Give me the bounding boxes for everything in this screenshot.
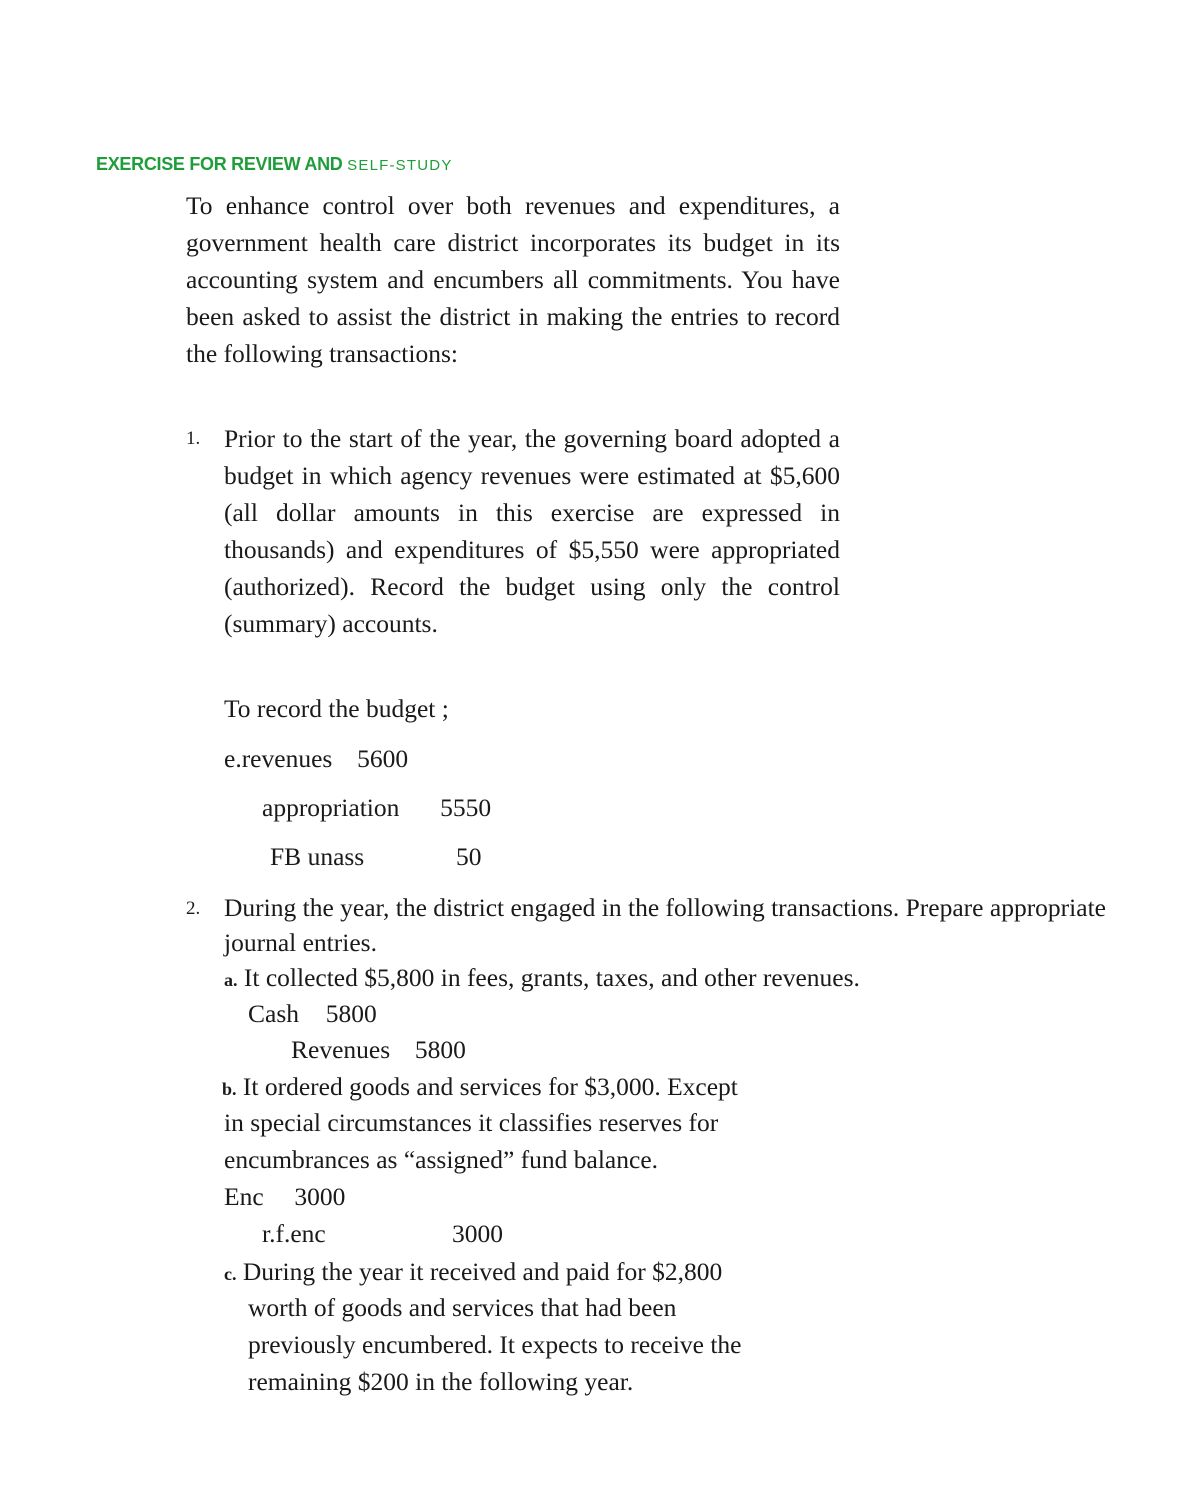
entry-amount: 3000 xyxy=(452,1219,503,1248)
journal-entry-row xyxy=(262,1219,326,1249)
entry-amount: 5800 xyxy=(414,1035,466,1064)
answer-label: To record the budget ; xyxy=(224,694,449,723)
entry-account: Enc xyxy=(224,1182,264,1211)
journal-entry-row xyxy=(270,842,364,872)
heading-light: SELF-STUDY xyxy=(347,157,453,174)
subitem-b-line2: in special circumstances it classifies reserves for xyxy=(224,1108,719,1137)
item-text: During the year, the district engaged in the following transactions. Prepare appropriate journal entries. xyxy=(224,893,1106,957)
subitem-text: During the year it received and paid for $2,800 xyxy=(242,1257,723,1286)
entry-account: r.f.enc xyxy=(262,1219,326,1248)
subitem-c-line4: remaining $200 in the following year. xyxy=(248,1367,634,1396)
heading-bold: EXERCISE FOR REVIEW AND xyxy=(96,154,343,174)
entry-amount: 5600 xyxy=(357,744,409,773)
entry-amount: 3000 xyxy=(294,1182,346,1211)
journal-entry-row xyxy=(224,744,408,774)
subitem-letter: b. xyxy=(222,1079,237,1099)
subitem-c-line2: worth of goods and services that had been xyxy=(248,1293,677,1322)
entry-amount: 5800 xyxy=(325,999,377,1028)
item-text: Prior to the start of the year, the governing board adopted a budget in which agency revenues were estimated at $5,600 (all dollar amounts in this exercise are expressed in thousands) and expenditures of $5,550 were appropriated (authorized). Record the budget using only the control (summary) accounts. xyxy=(224,424,840,638)
entry-account: appropriation xyxy=(262,793,400,822)
journal-entry-row-amount xyxy=(456,842,482,872)
journal-entry-row xyxy=(262,793,491,823)
journal-entry-row-amount xyxy=(452,1219,503,1249)
entry-amount: 50 xyxy=(456,842,482,871)
entry-account: e.revenues xyxy=(224,744,333,773)
item-number: 2. xyxy=(186,898,201,919)
exercise-item-2 xyxy=(186,890,1146,960)
exercise-item-1 xyxy=(186,420,840,642)
entry-account: FB unass xyxy=(270,842,365,871)
subitem-c-line3: previously encumbered. It expects to receive the xyxy=(248,1330,742,1359)
subitem-letter: c. xyxy=(224,1264,237,1284)
section-heading xyxy=(96,154,453,175)
subitem-b-line3: encumbrances as “assigned” fund balance. xyxy=(224,1145,659,1174)
subitem-c-line1 xyxy=(224,1257,722,1287)
subitem-b-line1 xyxy=(222,1072,738,1102)
entry-account: Revenues xyxy=(291,1035,391,1064)
journal-entry-row xyxy=(248,999,377,1029)
entry-account: Cash xyxy=(248,999,299,1028)
entry-amount: 5550 xyxy=(440,793,492,822)
subitem-a xyxy=(224,963,860,993)
item-number: 1. xyxy=(186,428,201,449)
journal-entry-row xyxy=(291,1035,466,1065)
subitem-text: It collected $5,800 in fees, grants, taxes, and other revenues. xyxy=(243,963,860,992)
journal-entry-row xyxy=(224,1182,345,1212)
subitem-text: It ordered goods and services for $3,000. Except xyxy=(242,1072,738,1101)
intro-paragraph: To enhance control over both revenues and expenditures, a government health care district incorporates its budget in its accounting system and encumbers all commitments. You have been asked to assist the district in making the entries to record the following transactions: xyxy=(186,191,840,368)
subitem-letter: a. xyxy=(224,970,238,990)
